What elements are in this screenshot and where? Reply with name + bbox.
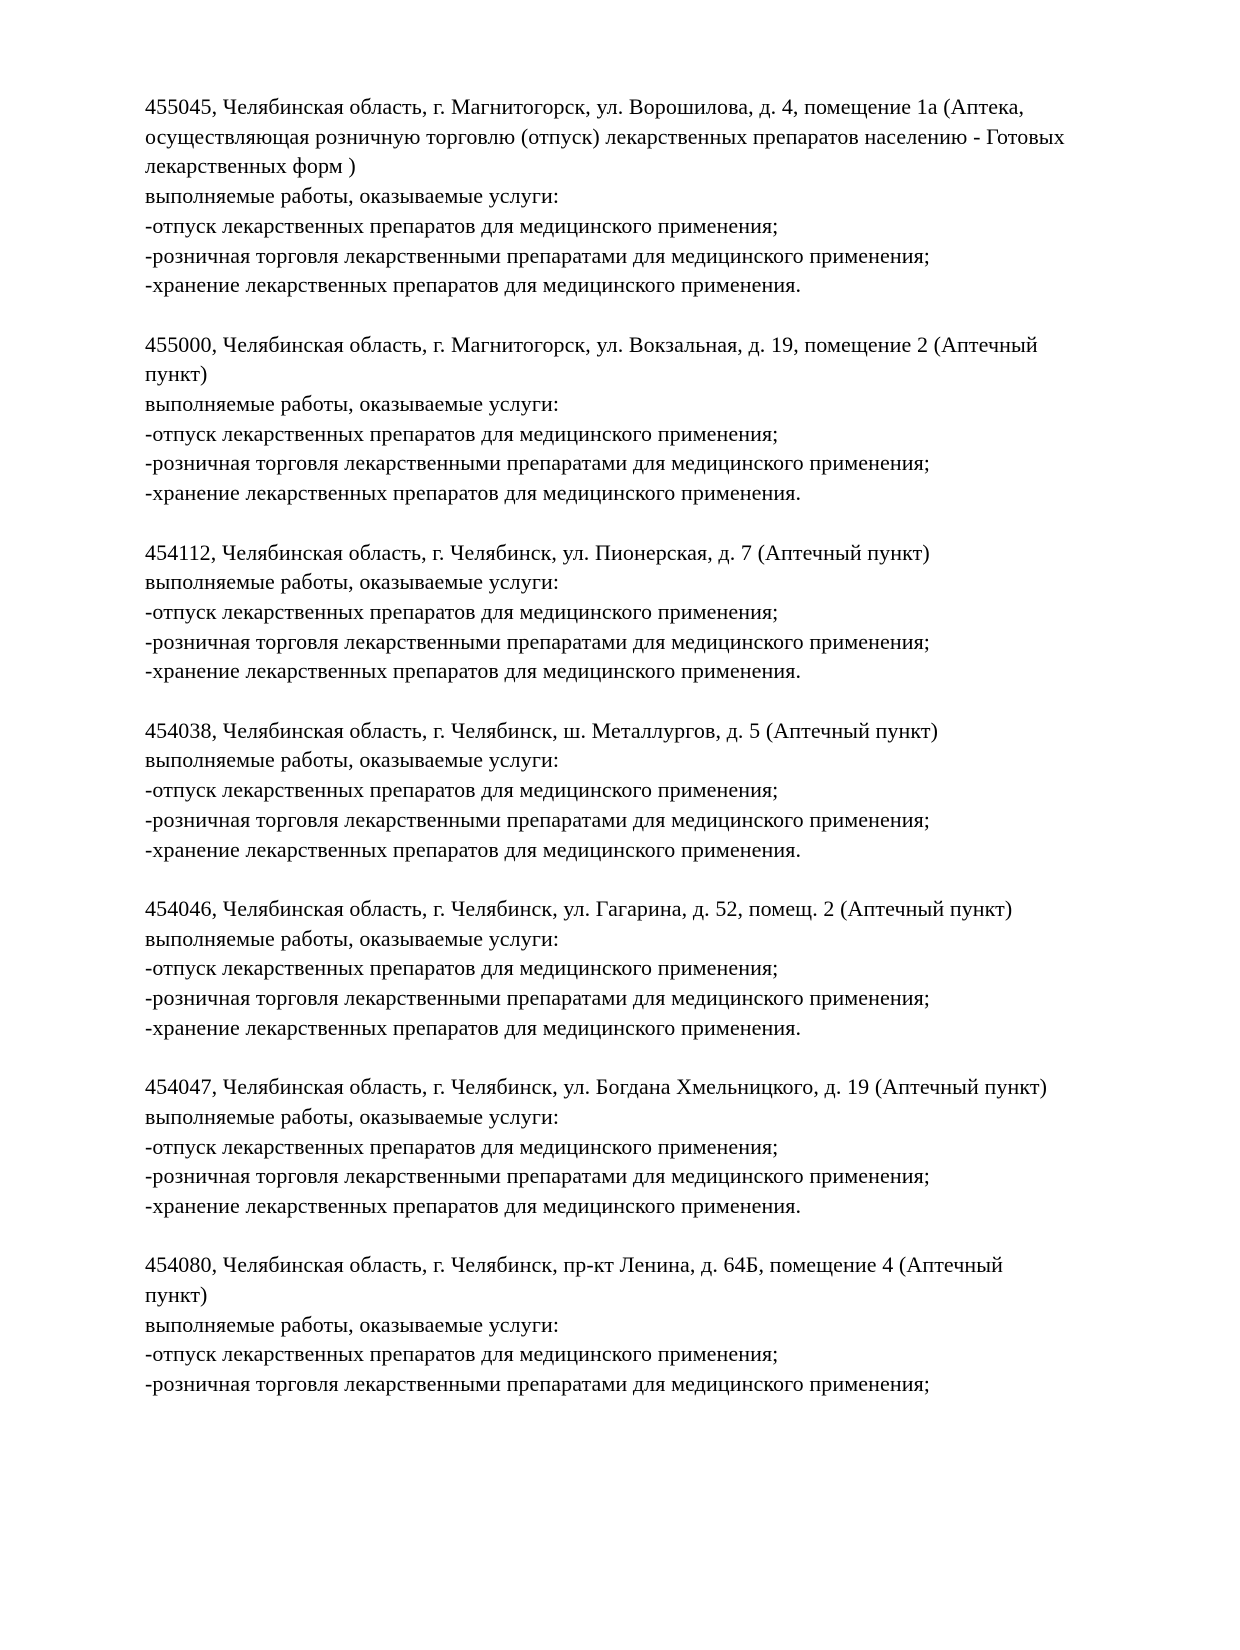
text-line: осуществляющая розничную торговлю (отпуск) лекарственных препаратов населению - Готовых [145,123,1065,149]
text-line: 454046, Челябинская область, г. Челябинск, ул. Гагарина, д. 52, помещ. 2 (Аптечный пункт) [145,895,1013,921]
license-address-block [145,1250,1200,1399]
text-line: -розничная торговля лекарственными препаратами для медицинского применения; [145,450,931,476]
text-line: -хранение лекарственных препаратов для медицинского применения. [145,480,802,506]
text-line: выполняемые работы, оказываемые услуги: [145,391,560,417]
text-line: -хранение лекарственных препаратов для медицинского применения. [145,272,802,298]
text-line: пункт) [145,1282,208,1308]
text-line: -отпуск лекарственных препаратов для медицинского применения; [145,212,779,238]
text-line: -розничная торговля лекарственными препаратами для медицинского применения; [145,806,931,832]
text-line: 454038, Челябинская область, г. Челябинск, ш. Металлургов, д. 5 (Аптечный пункт) [145,717,939,743]
text-line: -розничная торговля лекарственными препаратами для медицинского применения; [145,1371,931,1397]
text-line: -отпуск лекарственных препаратов для медицинского применения; [145,420,779,446]
text-line: 455000, Челябинская область, г. Магнитогорск, ул. Вокзальная, д. 19, помещение 2 (Аптечный [145,331,1038,357]
text-line: -отпуск лекарственных препаратов для медицинского применения; [145,1133,779,1159]
text-line: -отпуск лекарственных препаратов для медицинского применения; [145,598,779,624]
text-line: пункт) [145,361,208,387]
text-line: -розничная торговля лекарственными препаратами для медицинского применения; [145,985,931,1011]
text-line: выполняемые работы, оказываемые услуги: [145,747,560,773]
text-line: -хранение лекарственных препаратов для медицинского применения. [145,658,802,684]
text-line: выполняемые работы, оказываемые услуги: [145,1311,560,1337]
text-line: выполняемые работы, оказываемые услуги: [145,569,560,595]
text-line: 454047, Челябинская область, г. Челябинск, ул. Богдана Хмельницкого, д. 19 (Аптечный пункт) [145,1074,1048,1100]
license-address-block [145,894,1200,1043]
text-line: -розничная торговля лекарственными препаратами для медицинского применения; [145,242,931,268]
text-line: -розничная торговля лекарственными препаратами для медицинского применения; [145,1163,931,1189]
license-address-block [145,716,1200,865]
document-content [145,92,1200,1399]
text-line: -отпуск лекарственных препаратов для медицинского применения; [145,1341,779,1367]
text-line: выполняемые работы, оказываемые услуги: [145,925,560,951]
license-address-block [145,92,1200,300]
text-line: 454112, Челябинская область, г. Челябинск, ул. Пионерская, д. 7 (Аптечный пункт) [145,539,930,565]
text-line: -хранение лекарственных препаратов для медицинского применения. [145,836,802,862]
text-line: 455045, Челябинская область, г. Магнитогорск, ул. Ворошилова, д. 4, помещение 1а (Аптека, [145,94,1025,119]
text-line: -розничная торговля лекарственными препаратами для медицинского применения; [145,628,931,654]
text-line: -хранение лекарственных препаратов для медицинского применения. [145,1014,802,1040]
text-line: выполняемые работы, оказываемые услуги: [145,1103,560,1129]
text-line: лекарственных форм ) [145,153,356,179]
text-line: выполняемые работы, оказываемые услуги: [145,183,560,209]
license-address-block [145,1072,1200,1221]
text-line: -хранение лекарственных препаратов для медицинского применения. [145,1192,802,1218]
text-line: -отпуск лекарственных препаратов для медицинского применения; [145,955,779,981]
text-line: 454080, Челябинская область, г. Челябинск, пр-кт Ленина, д. 64Б, помещение 4 (Аптечный [145,1252,1004,1278]
license-address-block [145,330,1200,508]
license-address-block [145,538,1200,687]
text-line: -отпуск лекарственных препаратов для медицинского применения; [145,777,779,803]
